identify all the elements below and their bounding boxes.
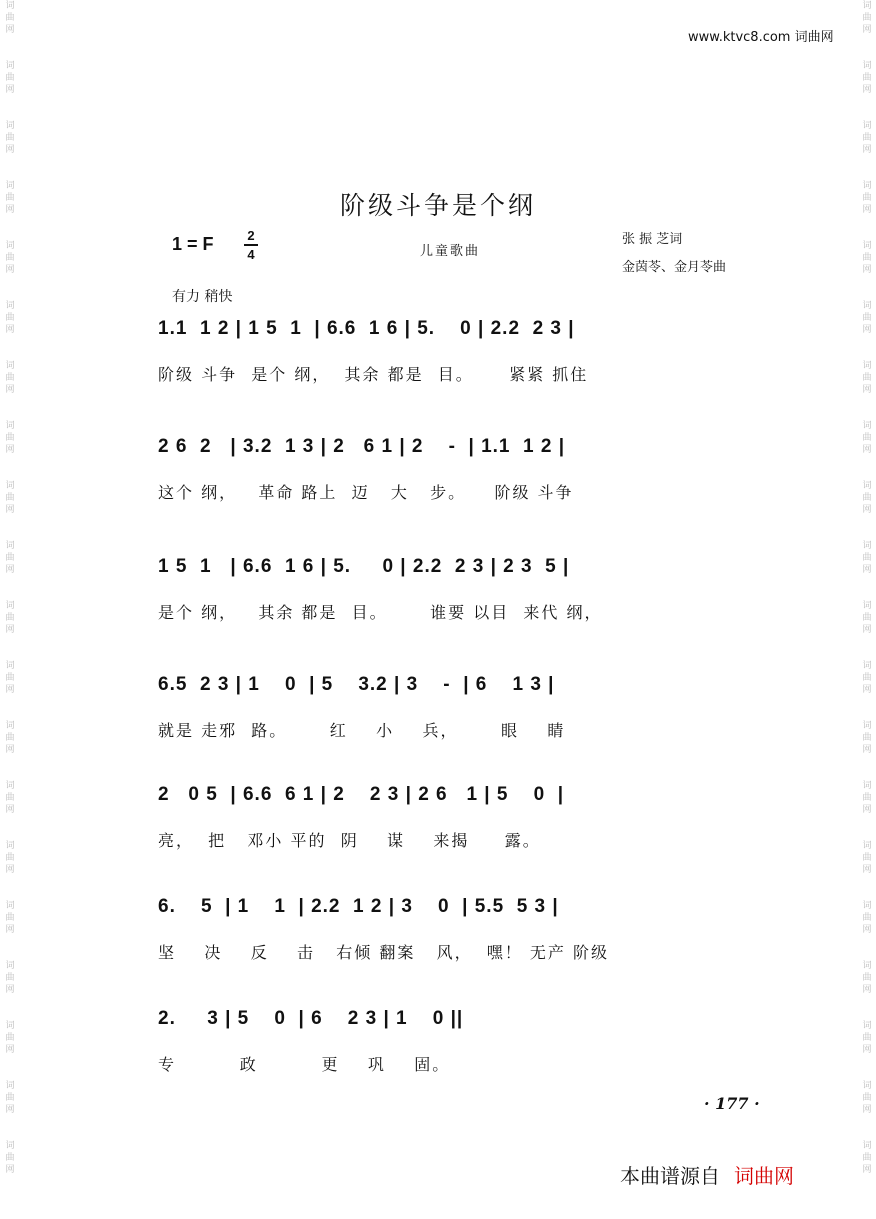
watermark-char: 网 (862, 805, 872, 815)
watermark-char: 曲 (5, 553, 15, 563)
watermark-char: 词 (5, 301, 15, 311)
watermark-char: 曲 (5, 673, 15, 683)
watermark-char: 网 (5, 1105, 15, 1115)
key-signature: 1 = F (172, 234, 214, 254)
composer-credit: 金茵苓、金月苓曲 (622, 260, 727, 275)
watermark-char: 曲 (862, 133, 872, 143)
watermark-char: 网 (5, 1045, 15, 1055)
watermark-char: 曲 (862, 1153, 872, 1163)
watermark-url: www.ktvc8.com 词曲网 (688, 30, 834, 45)
watermark-char: 曲 (862, 673, 872, 683)
watermark-char: 网 (862, 565, 872, 575)
watermark-char: 曲 (5, 973, 15, 983)
watermark-char: 词 (862, 901, 872, 911)
watermark-char: 词 (862, 601, 872, 611)
watermark-char: 曲 (5, 193, 15, 203)
watermark-char: 曲 (5, 853, 15, 863)
watermark-char: 词 (862, 241, 872, 251)
watermark-char: 网 (5, 625, 15, 635)
watermark-char: 曲 (862, 1093, 872, 1103)
source-credit (620, 1160, 794, 1189)
watermark-char: 词 (862, 481, 872, 491)
watermark-char: 曲 (862, 1033, 872, 1043)
time-signature: 2 4 (244, 228, 258, 262)
source-brand: 词曲网 (734, 1164, 794, 1188)
watermark-char: 词 (862, 1141, 872, 1151)
watermark-char: 网 (5, 205, 15, 215)
watermark-char: 词 (862, 181, 872, 191)
watermark-char: 网 (5, 325, 15, 335)
watermark-char: 曲 (862, 73, 872, 83)
watermark-char: 网 (862, 445, 872, 455)
lyric-row: 专 政 更 巩 固。 (158, 1055, 451, 1074)
watermark-char: 网 (5, 685, 15, 695)
tempo-marking: 有力 稍快 (172, 289, 233, 305)
watermark-char: 曲 (862, 973, 872, 983)
watermark-char: 曲 (862, 733, 872, 743)
watermark-char: 曲 (5, 253, 15, 263)
watermark-char: 词 (862, 61, 872, 71)
watermark-char: 词 (5, 241, 15, 251)
source-text: 本曲谱源自 (620, 1164, 720, 1188)
note-row: 6. 5 | 1 1 | 2.2 1 2 | 3 0 | 5.5 5 3 | (158, 896, 559, 917)
watermark-char: 网 (5, 505, 15, 515)
watermark-char: 网 (862, 1045, 872, 1055)
genre-label: 儿童歌曲 (420, 244, 481, 259)
watermark-char: 网 (862, 385, 872, 395)
watermark-char: 词 (5, 721, 15, 731)
watermark-char: 词 (862, 1, 872, 11)
watermark-char: 词 (862, 721, 872, 731)
watermark-char: 词 (5, 1081, 15, 1091)
watermark-char: 网 (862, 685, 872, 695)
watermark-char: 曲 (862, 793, 872, 803)
lyricist-credit: 张 振 芝词 (622, 232, 683, 247)
staff-line (0, 784, 876, 894)
note-row: 2 0 5 | 6.6 6 1 | 2 2 3 | 2 6 1 | 5 0 | (158, 784, 565, 805)
watermark-char: 网 (862, 265, 872, 275)
watermark-char: 词 (5, 61, 15, 71)
watermark-char: 网 (862, 85, 872, 95)
watermark-char: 词 (5, 421, 15, 431)
watermark-char: 网 (5, 445, 15, 455)
watermark-char: 曲 (862, 373, 872, 383)
watermark-char: 网 (862, 325, 872, 335)
staff-line (0, 896, 876, 1006)
watermark-char: 曲 (5, 313, 15, 323)
watermark-char: 网 (5, 745, 15, 755)
watermark-char: 网 (862, 745, 872, 755)
watermark-char: 词 (862, 661, 872, 671)
watermark-char: 网 (5, 565, 15, 575)
watermark-char: 词 (5, 541, 15, 551)
watermark-char: 词 (5, 841, 15, 851)
watermark-char: 网 (862, 1105, 872, 1115)
watermark-char: 网 (5, 1165, 15, 1175)
note-row: 1 5 1 | 6.6 1 6 | 5. 0 | 2.2 2 3 | 2 3 5 | (158, 556, 570, 577)
watermark-char: 曲 (5, 493, 15, 503)
lyric-row: 就是 走邪 路。 红 小 兵， 眼 睛 (158, 721, 566, 740)
watermark-char: 网 (862, 925, 872, 935)
watermark-char: 曲 (5, 613, 15, 623)
staff-line (0, 436, 876, 546)
watermark-char: 曲 (862, 433, 872, 443)
watermark-char: 曲 (862, 553, 872, 563)
watermark-char: 曲 (862, 493, 872, 503)
watermark-char: 词 (5, 181, 15, 191)
watermark-char: 曲 (5, 433, 15, 443)
watermark-char: 词 (5, 121, 15, 131)
staff-line (0, 674, 876, 784)
watermark-char: 词 (862, 121, 872, 131)
lyric-row: 是个 纲， 其余 都是 目。 谁要 以目 来代 纲， (158, 603, 603, 622)
watermark-char: 网 (5, 805, 15, 815)
watermark-char: 网 (5, 25, 15, 35)
watermark-char: 网 (862, 25, 872, 35)
watermark-char: 网 (862, 1165, 872, 1175)
staff-line (0, 318, 876, 428)
watermark-char: 词 (862, 541, 872, 551)
watermark-char: 词 (862, 1081, 872, 1091)
watermark-char: 曲 (862, 913, 872, 923)
page-number: · 177 · (704, 1094, 760, 1113)
watermark-char: 网 (5, 145, 15, 155)
watermark-char: 曲 (5, 373, 15, 383)
watermark-char: 词 (862, 1021, 872, 1031)
watermark-char: 词 (5, 1141, 15, 1151)
watermark-char: 词 (862, 841, 872, 851)
watermark-char: 曲 (5, 913, 15, 923)
watermark-char: 曲 (5, 73, 15, 83)
staff-line (0, 556, 876, 666)
watermark-char: 曲 (862, 253, 872, 263)
watermark-char: 词 (5, 481, 15, 491)
watermark-char: 曲 (5, 793, 15, 803)
lyric-row: 坚 决 反 击 右倾 翻案 风， 嘿！ 无产 阶级 (158, 943, 609, 962)
watermark-char: 词 (862, 361, 872, 371)
watermark-char: 曲 (5, 133, 15, 143)
watermark-char: 词 (5, 1021, 15, 1031)
watermark-char: 曲 (862, 613, 872, 623)
watermark-char: 词 (5, 901, 15, 911)
watermark-char: 词 (5, 361, 15, 371)
watermark-char: 网 (5, 385, 15, 395)
watermark-char: 词 (5, 1, 15, 11)
watermark-char: 网 (5, 985, 15, 995)
watermark-char: 词 (862, 421, 872, 431)
watermark-char: 网 (5, 865, 15, 875)
watermark-char: 网 (862, 505, 872, 515)
watermark-char: 网 (5, 925, 15, 935)
watermark-char: 词 (862, 781, 872, 791)
watermark-char: 曲 (5, 1153, 15, 1163)
watermark-char: 网 (862, 865, 872, 875)
watermark-char: 词 (5, 961, 15, 971)
watermark-char: 曲 (5, 733, 15, 743)
watermark-char: 词 (862, 301, 872, 311)
watermark-char: 曲 (862, 13, 872, 23)
watermark-char: 曲 (862, 193, 872, 203)
lyric-row: 亮， 把 邓小 平的 阴 谋 来揭 露。 (158, 831, 541, 850)
watermark-char: 曲 (862, 313, 872, 323)
note-row: 2. 3 | 5 0 | 6 2 3 | 1 0 || (158, 1008, 464, 1029)
watermark-char: 曲 (5, 13, 15, 23)
watermark-char: 词 (5, 781, 15, 791)
watermark-char: 词 (862, 961, 872, 971)
watermark-char: 网 (5, 265, 15, 275)
watermark-char: 词 (5, 661, 15, 671)
note-row: 1.1 1 2 | 1 5 1 | 6.6 1 6 | 5. 0 | 2.2 2 3 | (158, 318, 575, 339)
watermark-char: 网 (862, 985, 872, 995)
watermark-char: 网 (862, 145, 872, 155)
note-row: 2 6 2 | 3.2 1 3 | 2 6 1 | 2 - | 1.1 1 2 | (158, 436, 566, 457)
note-row: 6.5 2 3 | 1 0 | 5 3.2 | 3 - | 6 1 3 | (158, 674, 555, 695)
watermark-char: 词 (5, 601, 15, 611)
watermark-char: 网 (862, 625, 872, 635)
lyric-row: 阶级 斗争 是个 纲， 其余 都是 目。 紧紧 抓住 (158, 365, 589, 384)
watermark-char: 网 (5, 85, 15, 95)
lyric-row: 这个 纲， 革命 路上 迈 大 步。 阶级 斗争 (158, 483, 574, 502)
watermark-char: 曲 (862, 853, 872, 863)
watermark-char: 网 (862, 205, 872, 215)
watermark-char: 曲 (5, 1033, 15, 1043)
song-title: 阶级斗争是个纲 (339, 191, 536, 220)
watermark-char: 曲 (5, 1093, 15, 1103)
